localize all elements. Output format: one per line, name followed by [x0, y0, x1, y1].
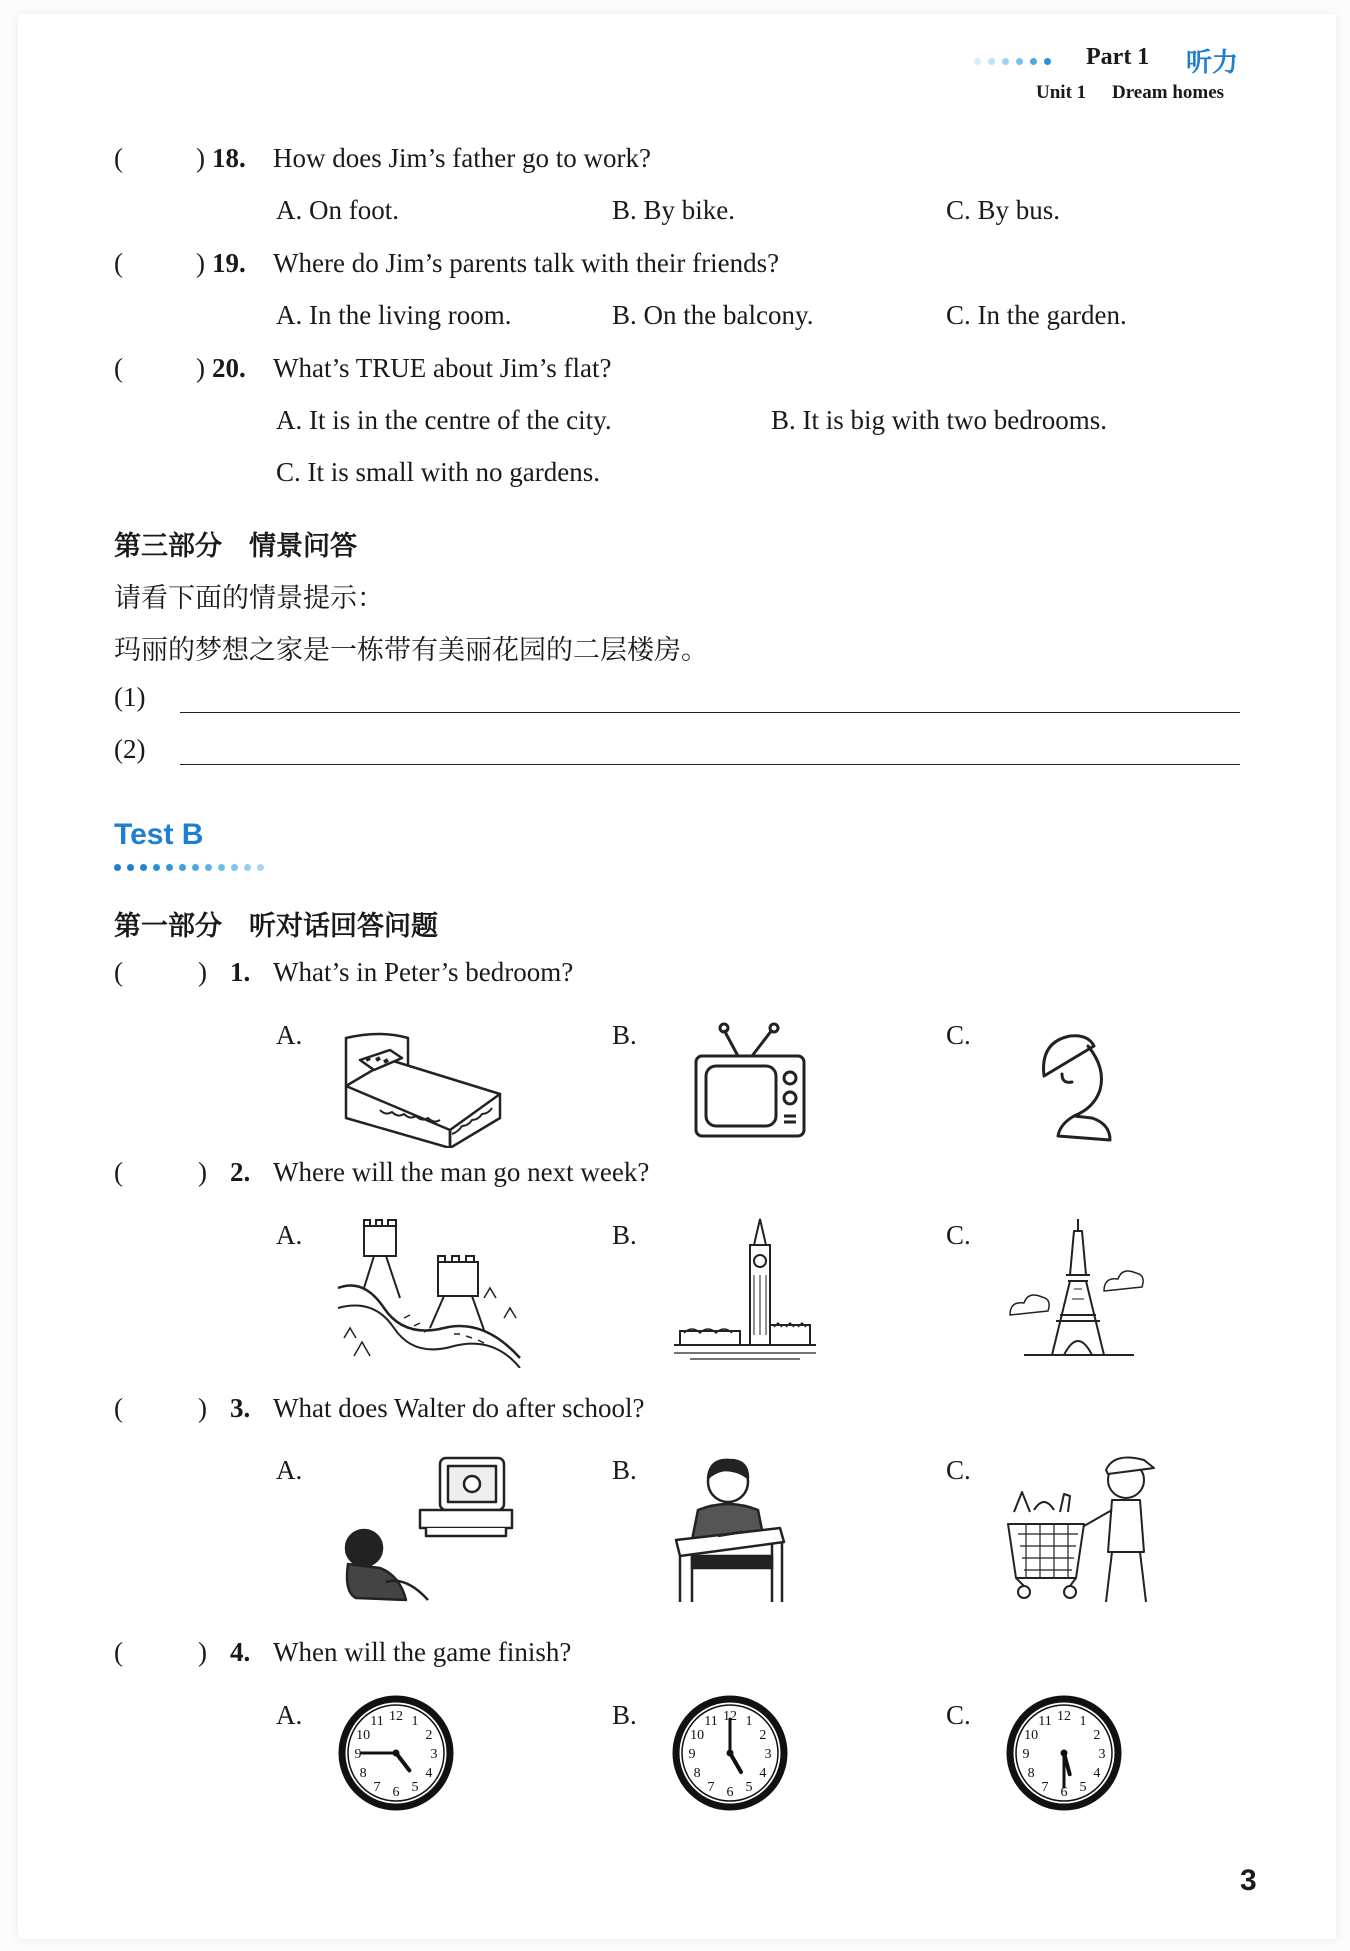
answer-paren-open: (: [114, 1637, 123, 1667]
picture-label-a: A.: [276, 1700, 303, 1730]
clock-numeral: 6: [392, 1785, 400, 1800]
clock-numeral: 7: [1041, 1779, 1049, 1795]
clock-numeral: 8: [359, 1766, 367, 1781]
blank-label-1: (1): [114, 682, 146, 712]
header-unit-title: Dream homes: [1112, 82, 1225, 103]
answer-paren-close: ): [196, 353, 205, 383]
clock-numeral: 1: [1079, 1714, 1087, 1730]
clock-numeral: 8: [1027, 1766, 1035, 1781]
question-text: What does Walter do after school?: [273, 1393, 645, 1423]
section-heading-part3: 第三部分 情景问答: [114, 531, 357, 562]
instruction-text: 请看下面的情景提示：: [114, 583, 384, 614]
clock-numeral: 9: [1022, 1747, 1030, 1762]
question-text: Where will the man go next week?: [273, 1157, 650, 1187]
header-listening: 听力: [1186, 47, 1239, 77]
header-unit: Unit 1: [1036, 82, 1087, 103]
answer-paren-close: ): [198, 1637, 207, 1667]
clock-numeral: 6: [1060, 1785, 1068, 1800]
bed-icon: [340, 1030, 510, 1148]
question-number: 19.: [212, 248, 246, 278]
clock-numeral: 12: [1057, 1709, 1071, 1724]
great-wall-icon: [334, 1218, 524, 1368]
option-a: A. On foot.: [276, 195, 399, 225]
picture-label-b: B.: [612, 1455, 637, 1485]
answer-paren-close: ): [198, 1393, 207, 1423]
boy-watching-tv-icon: [336, 1452, 520, 1604]
header-dots: [974, 58, 1051, 65]
clock-numeral: 4: [425, 1766, 433, 1781]
picture-label-c: C.: [946, 1455, 971, 1485]
eiffel-tower-icon: [1004, 1215, 1154, 1365]
picture-label-a: A.: [276, 1020, 303, 1050]
picture-label-c: C.: [946, 1020, 971, 1050]
picture-label-b: B.: [612, 1700, 637, 1730]
answer-paren-close: ): [196, 143, 205, 173]
clock-numeral: 1: [745, 1714, 753, 1730]
clock-numeral: 6: [726, 1785, 734, 1800]
clock-numeral: 11: [370, 1714, 384, 1730]
clock-numeral: 11: [704, 1714, 718, 1730]
clock-numeral: 5: [745, 1779, 753, 1795]
option-c: C. In the garden.: [946, 300, 1127, 330]
clock-numeral: 10: [1024, 1728, 1039, 1743]
option-b: B. By bike.: [612, 195, 736, 225]
question-number: 20.: [212, 353, 246, 383]
boy-shopping-cart-icon: [1004, 1452, 1164, 1608]
clock-numeral: 2: [425, 1728, 433, 1743]
question-number: 3.: [230, 1393, 251, 1423]
clock-icon: [1006, 1695, 1122, 1811]
question-number: 18.: [212, 143, 246, 173]
clock-numeral: 3: [764, 1747, 772, 1762]
clock-numeral: 12: [389, 1709, 403, 1724]
picture-label-c: C.: [946, 1220, 971, 1250]
test-b-title: Test B: [114, 818, 204, 851]
question-number: 1.: [230, 957, 251, 987]
option-a: A. In the living room.: [276, 300, 512, 330]
answer-line-1[interactable]: [180, 712, 1240, 713]
picture-label-c: C.: [946, 1700, 971, 1730]
test-b-underline-dots: [114, 864, 264, 871]
answer-paren-open: (: [114, 143, 123, 173]
clock-numeral: 4: [1093, 1766, 1101, 1781]
question-text: When will the game finish?: [273, 1637, 572, 1667]
question-text: How does Jim’s father go to work?: [273, 143, 651, 173]
option-a: A. It is in the centre of the city.: [276, 405, 612, 435]
clock-center: [727, 1750, 734, 1757]
answer-line-2[interactable]: [180, 764, 1240, 765]
option-c: C. It is small with no gardens.: [276, 457, 600, 487]
clock-numeral: 3: [1098, 1747, 1106, 1762]
clock-numeral: 3: [430, 1747, 438, 1762]
desk-lamp-icon: [1030, 1028, 1120, 1148]
clock-numeral: 1: [411, 1714, 419, 1730]
answer-paren-close: ): [196, 248, 205, 278]
clock-numeral: 2: [1093, 1728, 1101, 1743]
answer-paren-open: (: [114, 957, 123, 987]
header-part: Part 1: [1086, 44, 1150, 70]
option-b: B. It is big with two bedrooms.: [771, 405, 1107, 435]
answer-paren-open: (: [114, 248, 123, 278]
clock-numeral: 4: [759, 1766, 767, 1781]
big-ben-icon: [670, 1215, 820, 1365]
clock-icon: [338, 1695, 454, 1811]
answer-paren-open: (: [114, 1393, 123, 1423]
answer-paren-close: ): [198, 1157, 207, 1187]
clock-numeral: 9: [688, 1747, 696, 1762]
clock-center: [1061, 1750, 1068, 1757]
question-number: 4.: [230, 1637, 251, 1667]
clock-numeral: 2: [759, 1728, 767, 1743]
option-b: B. On the balcony.: [612, 300, 814, 330]
picture-label-b: B.: [612, 1020, 637, 1050]
question-text: Where do Jim’s parents talk with their friends?: [273, 248, 780, 278]
clock-numeral: 12: [723, 1709, 737, 1724]
option-c: C. By bus.: [946, 195, 1061, 225]
clock-numeral: 10: [690, 1728, 705, 1743]
section-heading-test-b-part1: 第一部分 听对话回答问题: [114, 911, 438, 942]
question-text: What’s in Peter’s bedroom?: [273, 957, 574, 987]
picture-label-a: A.: [276, 1220, 303, 1250]
clock-numeral: 9: [354, 1747, 362, 1762]
clock-numeral: 5: [1079, 1779, 1087, 1795]
clock-numeral: 5: [411, 1779, 419, 1795]
clock-numeral: 10: [356, 1728, 371, 1743]
clock-numeral: 8: [693, 1766, 701, 1781]
clock-numeral: 7: [707, 1779, 715, 1795]
answer-paren-close: ): [198, 957, 207, 987]
clock-icon: [672, 1695, 788, 1811]
clock-numeral: 7: [373, 1779, 381, 1795]
tv-icon: [690, 1018, 810, 1143]
answer-paren-open: (: [114, 1157, 123, 1187]
answer-paren-open: (: [114, 353, 123, 383]
clock-numeral: 11: [1038, 1714, 1052, 1730]
page-number: 3: [1240, 1864, 1257, 1897]
question-number: 2.: [230, 1157, 251, 1187]
scenario-text: 玛丽的梦想之家是一栋带有美丽花园的二层楼房。: [114, 635, 708, 666]
clock-center: [393, 1750, 400, 1757]
picture-label-a: A.: [276, 1455, 303, 1485]
boy-doing-homework-icon: [668, 1452, 788, 1608]
picture-label-b: B.: [612, 1220, 637, 1250]
question-text: What’s TRUE about Jim’s flat?: [273, 353, 612, 383]
blank-label-2: (2): [114, 734, 146, 764]
